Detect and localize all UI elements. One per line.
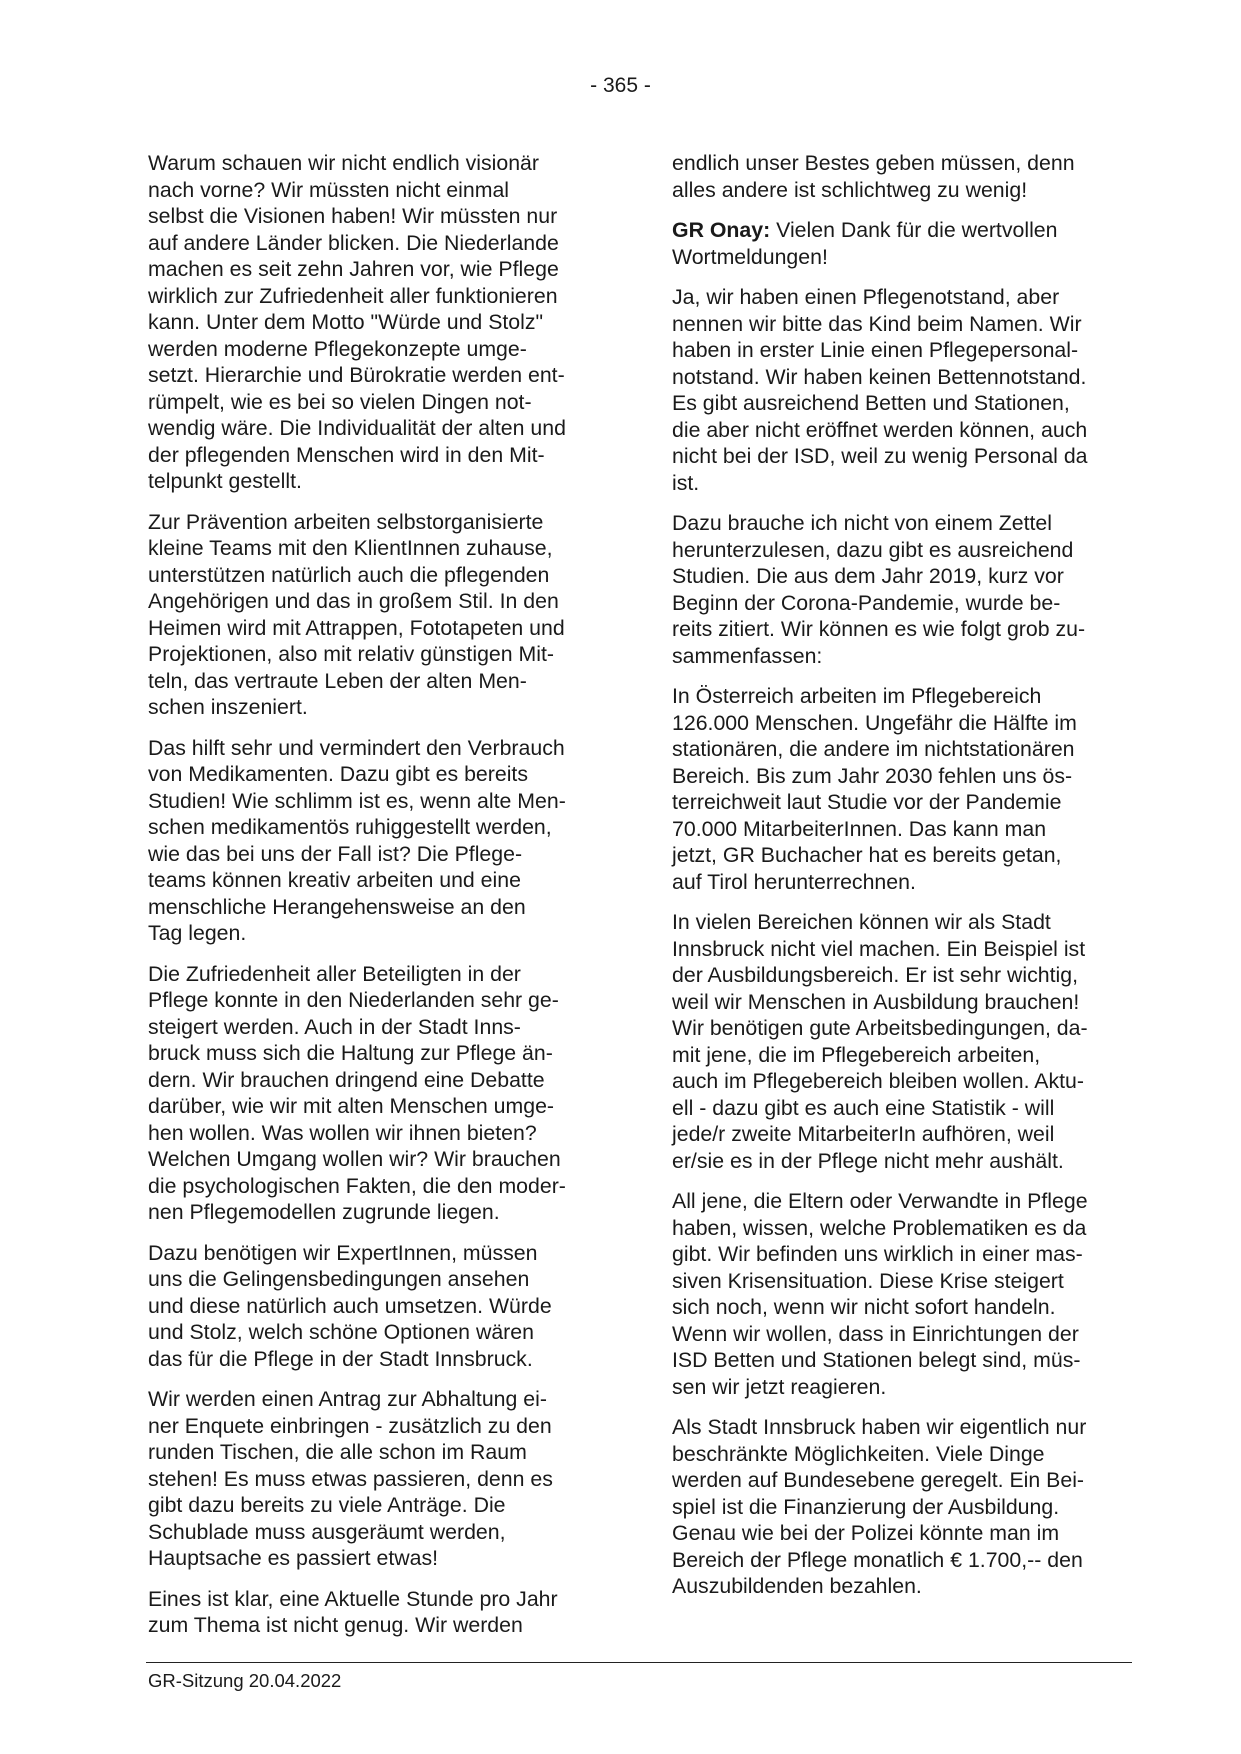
- text-line: sich noch, wenn wir nicht sofort handeln.: [672, 1295, 1056, 1319]
- text-line: dern. Wir brauchen dringend eine Debatte: [148, 1067, 545, 1092]
- text-line: Projektionen, also mit relativ günstigen Mit-: [148, 642, 555, 666]
- text-line: reits zitiert. Wir können es wie folgt grob zu-: [672, 617, 1086, 641]
- text-line: Die Zufriedenheit aller Beteiligten in der: [148, 961, 521, 986]
- text-line: jede/r zweite MitarbeiterIn aufhören, weil: [672, 1122, 1055, 1146]
- text-line: ner Enquete einbringen - zusätzlich zu den: [148, 1413, 552, 1438]
- text-line: In Österreich arbeiten im Pflegebereich: [672, 684, 1042, 708]
- text-line: ell - dazu gibt es auch eine Statistik - will: [672, 1095, 1055, 1120]
- text-line: nach vorne? Wir müssten nicht einmal: [148, 177, 510, 202]
- text-line: Wir werden einen Antrag zur Abhaltung ei-: [148, 1387, 547, 1411]
- text-line: der pflegenden Menschen wird in den Mit-: [148, 442, 545, 467]
- text-line: Zur Prävention arbeiten selbstorganisierte: [148, 509, 544, 534]
- text-line: In vielen Bereichen können wir als Stadt: [672, 910, 1051, 934]
- paragraph: [148, 150, 605, 495]
- text-line: endlich unser Bestes geben müssen, denn: [672, 151, 1075, 175]
- text-line: auf andere Länder blicken. Die Niederlande: [148, 230, 559, 255]
- text-line: haben in erster Linie einen Pflegepersonal-: [672, 338, 1079, 362]
- text-line: Welchen Umgang wollen wir? Wir brauchen: [148, 1147, 561, 1171]
- text-line: steigert werden. Auch in der Stadt Inns-: [148, 1014, 521, 1039]
- text-line: gibt dazu bereits zu viele Anträge. Die: [148, 1493, 506, 1517]
- paragraph: [148, 509, 605, 721]
- paragraph: [672, 510, 1130, 669]
- text-line: werden moderne Pflegekonzepte umge-: [148, 336, 527, 361]
- text-line: mit jene, die im Pflegebereich arbeiten,: [672, 1042, 1041, 1067]
- paragraph: [148, 735, 605, 947]
- text-line: der Ausbildungsbereich. Er ist sehr wichtig,: [672, 963, 1079, 987]
- text-line: wie das bei uns der Fall ist? Die Pflege-: [148, 841, 523, 866]
- text-line: er/sie es in der Pflege nicht mehr aushält.: [672, 1148, 1064, 1173]
- text-line: [672, 217, 1130, 244]
- text-line: setzt. Hierarchie und Bürokratie werden ent-: [148, 363, 565, 387]
- text-line: zum Thema ist nicht genug. Wir werden: [148, 1613, 523, 1637]
- left-column: [148, 150, 605, 1653]
- text-line: menschliche Herangehensweise an den: [148, 894, 526, 919]
- text-line: herunterzulesen, dazu gibt es ausreichend: [672, 537, 1074, 562]
- text-line: auf Tirol herunterrechnen.: [672, 869, 916, 894]
- page-number: - 365 -: [590, 74, 651, 97]
- text-line: machen es seit zehn Jahren vor, wie Pflege: [148, 257, 559, 281]
- paragraph: [672, 1414, 1130, 1600]
- text-line: die psychologischen Fakten, die den moder-: [148, 1173, 566, 1198]
- speaker-text: Vielen Dank für die wertvollen: [770, 218, 1058, 242]
- text-line: stehen! Es muss etwas passieren, denn es: [148, 1466, 553, 1491]
- text-line: Das hilft sehr und vermindert den Verbrauch: [148, 735, 565, 760]
- text-line: unterstützen natürlich auch die pflegenden: [148, 562, 550, 587]
- text-line: sammenfassen:: [672, 643, 823, 668]
- text-line: weil wir Menschen in Ausbildung brauchen!: [672, 989, 1080, 1014]
- text-line: All jene, die Eltern oder Verwandte in Pflege: [672, 1189, 1088, 1213]
- text-line: Eines ist klar, eine Aktuelle Stunde pro Jahr: [148, 1586, 558, 1611]
- text-line: Warum schauen wir nicht endlich visionär: [148, 151, 539, 175]
- right-column: [672, 150, 1130, 1614]
- text-line: teams können kreativ arbeiten und eine: [148, 868, 521, 892]
- paragraph: [672, 683, 1130, 895]
- text-line: terreichweit laut Studie vor der Pandemie: [672, 790, 1062, 814]
- text-line: und diese natürlich auch umsetzen. Würde: [148, 1293, 552, 1318]
- text-line: Auszubildenden bezahlen.: [672, 1574, 922, 1598]
- text-line: selbst die Visionen haben! Wir müssten nur: [148, 204, 558, 228]
- text-line: Schublade muss ausgeräumt werden,: [148, 1519, 506, 1544]
- text-line: die aber nicht eröffnet werden können, auch: [672, 417, 1088, 442]
- text-line: Beginn der Corona-Pandemie, wurde be-: [672, 590, 1061, 615]
- text-line: kann. Unter dem Motto "Würde und Stolz": [148, 310, 544, 334]
- text-line: nicht bei der ISD, weil zu wenig Personal da: [672, 444, 1088, 468]
- text-line: darüber, wie wir mit alten Menschen umge-: [148, 1094, 555, 1118]
- text-line: werden auf Bundesebene geregelt. Ein Bei-: [672, 1468, 1085, 1492]
- paragraph: [148, 961, 605, 1226]
- text-line: und Stolz, welch schöne Optionen wären: [148, 1320, 534, 1344]
- text-line: bruck muss sich die Haltung zur Pflege än-: [148, 1041, 553, 1065]
- text-line: spiel ist die Finanzierung der Ausbildung.: [672, 1494, 1060, 1519]
- text-line: Angehörigen und das in großem Stil. In den: [148, 589, 559, 613]
- footer-divider: [146, 1662, 1132, 1663]
- text-line: Studien! Wie schlimm ist es, wenn alte Men-: [148, 788, 566, 813]
- text-line: Bereich der Pflege monatlich € 1.700,-- den: [672, 1547, 1083, 1572]
- text-line: Heimen wird mit Attrappen, Fototapeten und: [148, 615, 565, 640]
- text-line: Pflege konnte in den Niederlanden sehr ge-: [148, 988, 559, 1012]
- text-line: sen wir jetzt reagieren.: [672, 1374, 887, 1399]
- text-line: auch im Pflegebereich bleiben wollen. Aktu-: [672, 1069, 1084, 1093]
- text-line: von Medikamenten. Dazu gibt es bereits: [148, 762, 528, 786]
- text-line: alles andere ist schlichtweg zu wenig!: [672, 177, 1028, 202]
- paragraph: [672, 284, 1130, 496]
- text-line: notstand. Wir haben keinen Bettennotstand.: [672, 364, 1087, 389]
- text-line: wendig wäre. Die Individualität der alten und: [148, 416, 566, 440]
- paragraph: [672, 150, 1130, 203]
- text-line: Ja, wir haben einen Pflegenotstand, aber: [672, 285, 1060, 309]
- text-line: schen medikamentös ruhiggestellt werden,: [148, 815, 552, 839]
- text-line: Wortmeldungen!: [672, 244, 828, 269]
- text-line: 126.000 Menschen. Ungefähr die Hälfte im: [672, 710, 1077, 735]
- text-line: uns die Gelingensbedingungen ansehen: [148, 1267, 530, 1291]
- text-line: beschränkte Möglichkeiten. Viele Dinge: [672, 1441, 1045, 1466]
- text-line: Dazu brauche ich nicht von einem Zettel: [672, 511, 1052, 535]
- text-line: gibt. Wir befinden uns wirklich in einer mas-: [672, 1242, 1083, 1266]
- paragraph: [672, 909, 1130, 1174]
- text-line: Wir benötigen gute Arbeitsbedingungen, da-: [672, 1016, 1088, 1040]
- text-line: Es gibt ausreichend Betten und Stationen,: [672, 391, 1070, 415]
- speaker-name: GR Onay:: [672, 218, 771, 242]
- text-line: schen inszeniert.: [148, 695, 308, 719]
- text-line: das für die Pflege in der Stadt Innsbruck.: [148, 1346, 533, 1371]
- paragraph: [148, 1586, 605, 1639]
- text-line: Als Stadt Innsbruck haben wir eigentlich nur: [672, 1415, 1087, 1439]
- text-line: nennen wir bitte das Kind beim Namen. Wir: [672, 311, 1082, 336]
- text-line: Tag legen.: [148, 921, 247, 945]
- text-line: 70.000 MitarbeiterInnen. Das kann man: [672, 816, 1047, 841]
- text-line: teln, das vertraute Leben der alten Men-: [148, 668, 527, 693]
- text-line: runden Tischen, die alle schon im Raum: [148, 1440, 527, 1464]
- text-line: hen wollen. Was wollen wir ihnen bieten?: [148, 1120, 537, 1145]
- text-line: ist.: [672, 470, 700, 495]
- text-line: Wenn wir wollen, dass in Einrichtungen der: [672, 1321, 1079, 1346]
- text-line: nen Pflegemodellen zugrunde liegen.: [148, 1200, 500, 1224]
- text-line: Innsbruck nicht viel machen. Ein Beispiel ist: [672, 936, 1086, 961]
- paragraph: [148, 1386, 605, 1572]
- text-line: wirklich zur Zufriedenheit aller funktionieren: [148, 283, 558, 308]
- text-line: kleine Teams mit den KlientInnen zuhause,: [148, 536, 553, 560]
- text-line: Genau wie bei der Polizei könnte man im: [672, 1521, 1060, 1545]
- text-line: telpunkt gestellt.: [148, 469, 302, 493]
- text-line: ISD Betten und Stationen belegt sind, müs-: [672, 1348, 1081, 1372]
- text-line: Hauptsache es passiert etwas!: [148, 1546, 439, 1570]
- text-line: rümpelt, wie es bei so vielen Dingen not-: [148, 389, 532, 414]
- text-line: Studien. Die aus dem Jahr 2019, kurz vor: [672, 564, 1064, 588]
- paragraph: [672, 1188, 1130, 1400]
- paragraph: [148, 1240, 605, 1373]
- text-line: siven Krisensituation. Diese Krise steigert: [672, 1268, 1064, 1293]
- text-line: Bereich. Bis zum Jahr 2030 fehlen uns ös-: [672, 763, 1073, 788]
- speaker-continuation: [672, 244, 1130, 271]
- footer-session-date: GR-Sitzung 20.04.2022: [148, 1670, 342, 1691]
- speaker-paragraph: [672, 217, 1130, 270]
- text-line: stationären, die andere im nichtstationären: [672, 737, 1075, 761]
- text-line: jetzt, GR Buchacher hat es bereits getan,: [672, 843, 1062, 867]
- text-line: Dazu benötigen wir ExpertInnen, müssen: [148, 1240, 538, 1265]
- text-line: haben, wissen, welche Problematiken es da: [672, 1215, 1087, 1240]
